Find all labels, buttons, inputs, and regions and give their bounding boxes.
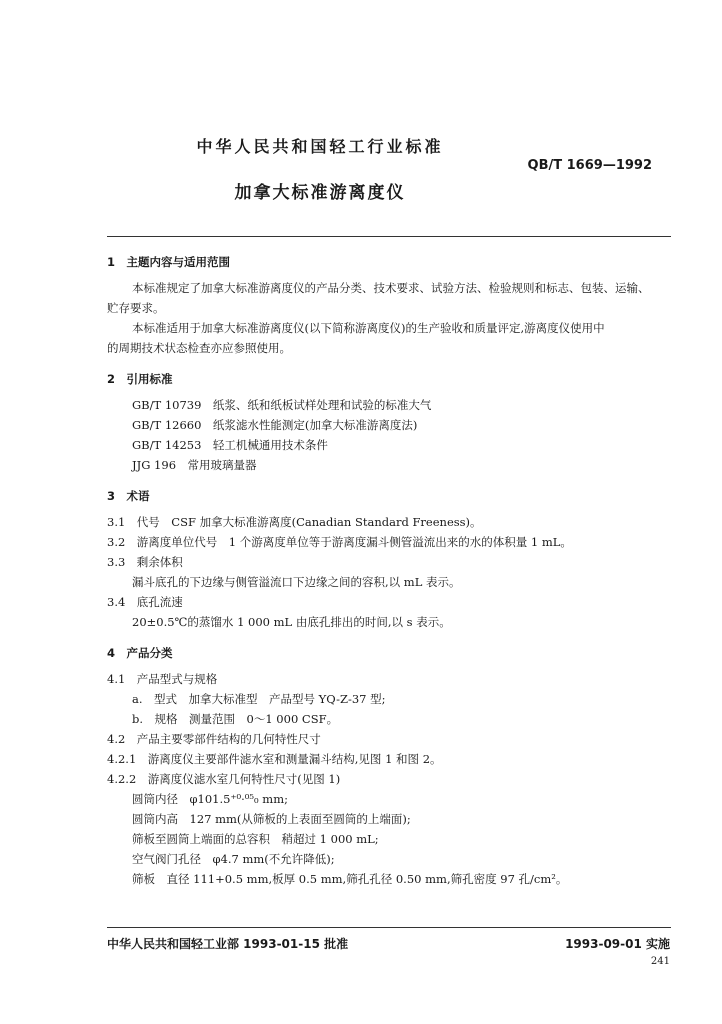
section-1-paragraph-1-cont: 贮存要求。 <box>107 301 165 315</box>
org-title: 中华人民共和国轻工行业标准 <box>196 137 444 156</box>
reference-standard-1: GB/T 10739 纸浆、纸和纸板试样处理和试验的标准大气 <box>132 398 432 412</box>
term-3-4-definition: 20±0.5℃的蒸馏水 1 000 mL 由底孔排出的时间,以 s 表示。 <box>132 615 451 629</box>
spec-cylinder-height: 圆筒内高 127 mm(从筛板的上表面至圆筒的上端面); <box>132 812 411 826</box>
footer-divider <box>107 927 671 928</box>
section-1-paragraph-1: 本标准规定了加拿大标准游离度仪的产品分类、技术要求、试验方法、检验规则和标志、包装、运输、 <box>132 281 650 295</box>
reference-standard-3: GB/T 14253 轻工机械通用技术条件 <box>132 438 328 452</box>
section-2-heading: 2 引用标准 <box>107 372 173 386</box>
spec-air-valve: 空气阀门孔径 φ4.7 mm(不允许降低); <box>132 852 335 866</box>
reference-standard-4: JJG 196 常用玻璃量器 <box>132 458 257 472</box>
document-title: 加拿大标准游离度仪 <box>234 183 406 203</box>
section-4-heading: 4 产品分类 <box>107 646 173 660</box>
reference-standard-2: GB/T 12660 纸浆滤水性能测定(加拿大标准游离度法) <box>132 418 418 432</box>
clause-4-1-a: a. 型式 加拿大标准型 产品型号 YQ-Z-37 型; <box>132 692 386 706</box>
term-3-3: 3.3 剩余体积 <box>107 555 183 569</box>
term-3-2: 3.2 游离度单位代号 1 个游离度单位等于游离度漏斗侧管溢流出来的水的体积量 1 mL。 <box>107 535 572 549</box>
section-1-paragraph-2-cont: 的周期技术状态检查亦应参照使用。 <box>107 341 291 355</box>
term-3-3-definition: 漏斗底孔的下边缘与侧管溢流口下边缘之间的容积,以 mL 表示。 <box>132 575 461 589</box>
section-3-heading: 3 术语 <box>107 489 150 503</box>
clause-4-2-1: 4.2.1 游离度仪主要部件滤水室和测量漏斗结构,见图 1 和图 2。 <box>107 752 442 766</box>
section-1-heading: 1 主题内容与适用范围 <box>107 255 231 269</box>
section-1-paragraph-2: 本标准适用于加拿大标准游离度仪(以下简称游离度仪)的生产验收和质量评定,游离度仪使用中 <box>132 321 605 335</box>
standard-code: QB/T 1669—1992 <box>527 158 652 173</box>
header-divider <box>107 236 671 237</box>
approval-info: 中华人民共和国轻工业部 1993-01-15 批准 <box>107 937 349 951</box>
clause-4-1: 4.1 产品型式与规格 <box>107 672 218 686</box>
spec-total-volume: 筛板至圆筒上端面的总容积 稍超过 1 000 mL; <box>132 832 379 846</box>
clause-4-1-b: b. 规格 测量范围 0～1 000 CSF。 <box>132 712 339 726</box>
term-3-1: 3.1 代号 CSF 加拿大标准游离度(Canadian Standard Freeness)。 <box>107 515 482 529</box>
term-3-4: 3.4 底孔流速 <box>107 595 183 609</box>
clause-4-2: 4.2 产品主要零部件结构的几何特性尺寸 <box>107 732 321 746</box>
spec-screen-plate: 筛板 直径 111+0.5 mm,板厚 0.5 mm,筛孔孔径 0.50 mm,筛孔密度 97 孔/cm²。 <box>132 872 568 886</box>
spec-cylinder-diameter: 圆筒内径 φ101.5⁺⁰·⁰⁵₀ mm; <box>132 792 288 806</box>
page-number: 241 <box>650 956 670 967</box>
implementation-date: 1993-09-01 实施 <box>565 937 670 951</box>
clause-4-2-2: 4.2.2 游离度仪滤水室几何特性尺寸(见图 1) <box>107 772 341 786</box>
